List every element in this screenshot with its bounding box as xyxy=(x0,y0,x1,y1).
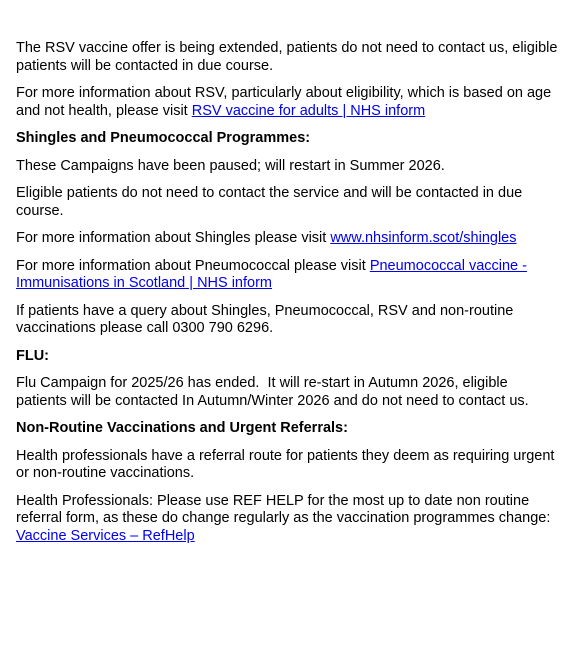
refhelp-paragraph xyxy=(16,493,560,546)
refhelp-link[interactable]: Vaccine Services – RefHelp xyxy=(16,527,195,544)
rsv-info-paragraph xyxy=(16,85,560,120)
shingles-pneumococcal-heading: Shingles and Pneumococcal Programmes: xyxy=(16,130,311,146)
refhelp-text: Health Professionals: Please use REF HELP for the most up to date non routine referral form, as these do change regularly as the vaccination programmes change: xyxy=(16,492,551,526)
pneumococcal-info-paragraph xyxy=(16,258,560,293)
query-phone-paragraph: If patients have a query about Shingles, Pneumococcal, RSV and non-routine vaccinations please call 0300 790 6296. xyxy=(16,302,514,336)
eligible-patients-paragraph: Eligible patients do not need to contact the service and will be contacted in due course. xyxy=(16,185,523,219)
rsv-info-link[interactable]: RSV vaccine for adults | NHS inform xyxy=(191,102,426,119)
referral-route-paragraph: Health professionals have a referral route for patients they deem as requiring urgent or non-routine vaccinations. xyxy=(16,447,555,481)
pneumococcal-info-text: For more information about Pneumococcal please visit xyxy=(16,257,370,274)
rsv-info-text: For more information about RSV, particularly about eligibility, which is based on age and not health, please visit xyxy=(16,85,552,119)
pneumococcal-info-link[interactable]: Pneumococcal vaccine - Immunisations in Scotland | NHS inform xyxy=(16,257,527,291)
flu-campaign-paragraph: Flu Campaign for 2025/26 has ended. It will re-start in Autumn 2026, eligible patients will be contacted In Autumn/Winter 2026 and do not need to contact us. xyxy=(16,375,529,409)
campaigns-paused-paragraph: These Campaigns have been paused; will restart in Summer 2026. xyxy=(16,157,445,174)
shingles-info-paragraph xyxy=(16,230,560,248)
non-routine-heading: Non-Routine Vaccinations and Urgent Referrals: xyxy=(16,420,348,436)
flu-heading: FLU: xyxy=(16,347,50,364)
shingles-info-text: For more information about Shingles please visit xyxy=(16,230,331,246)
rsv-offer-paragraph: The RSV vaccine offer is being extended, patients do not need to contact us, eligible patients will be contacted in due course. xyxy=(16,40,558,74)
shingles-info-link[interactable]: www.nhsinform.scot/shingles xyxy=(330,230,517,246)
